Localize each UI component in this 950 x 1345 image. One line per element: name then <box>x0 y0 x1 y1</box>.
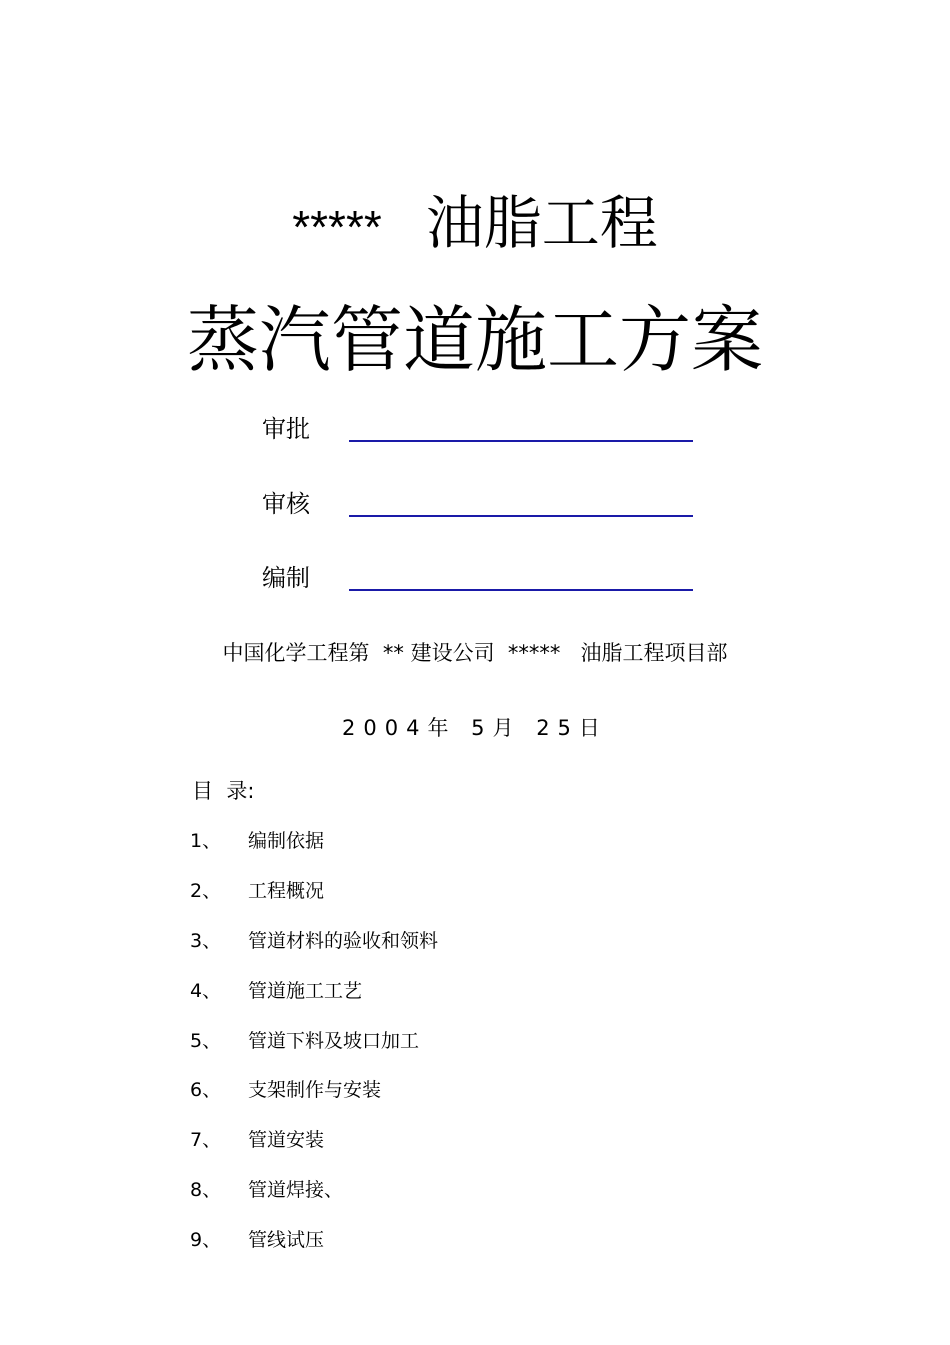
toc-item-text: 管道下料及坡口加工 <box>248 1030 420 1052</box>
signature-line-approve <box>349 440 693 442</box>
toc-item-number: 9、 <box>190 1229 222 1251</box>
document-date: 2004年 5月 25日 <box>342 716 608 740</box>
signoff-label-review: 审核 <box>262 490 310 518</box>
toc-item-number: 1、 <box>190 830 222 852</box>
toc-item-text: 管道施工工艺 <box>248 980 363 1002</box>
toc-item-number: 4、 <box>190 980 222 1002</box>
toc-item-number: 2、 <box>190 880 222 902</box>
company-name: 中国化学工程第 ** 建设公司 ***** 油脂工程项目部 <box>222 641 728 665</box>
toc-item-text: 工程概况 <box>248 880 325 902</box>
signoff-row-approve <box>262 412 702 452</box>
toc-item-text: 管道安装 <box>248 1129 325 1151</box>
toc-heading: 目 录: <box>192 779 255 803</box>
signature-line-review <box>349 515 693 517</box>
toc-item-number: 3、 <box>190 930 222 952</box>
toc-item-number: 6、 <box>190 1079 222 1101</box>
signoff-row-review <box>262 487 702 527</box>
toc-item-text: 管道材料的验收和领料 <box>248 930 439 952</box>
title-stars: ***** <box>292 201 382 253</box>
toc-item-number: 5、 <box>190 1030 222 1052</box>
toc-item-text: 管道焊接、 <box>248 1179 344 1201</box>
signature-line-prepare <box>349 589 693 591</box>
toc-item-text: 支架制作与安装 <box>248 1079 382 1101</box>
document-title-line2: 蒸汽管道施工方案 <box>186 298 763 382</box>
document-title-line1 <box>0 188 950 262</box>
signoff-row-prepare <box>262 561 702 601</box>
toc-item-number: 7、 <box>190 1129 222 1151</box>
toc-item-number: 8、 <box>190 1179 222 1201</box>
signoff-label-approve: 审批 <box>262 415 310 443</box>
title-project-name: 油脂工程 <box>425 189 658 257</box>
toc-item-text: 编制依据 <box>248 830 325 852</box>
toc-item-text: 管线试压 <box>248 1229 325 1251</box>
signoff-label-prepare: 编制 <box>262 564 310 592</box>
